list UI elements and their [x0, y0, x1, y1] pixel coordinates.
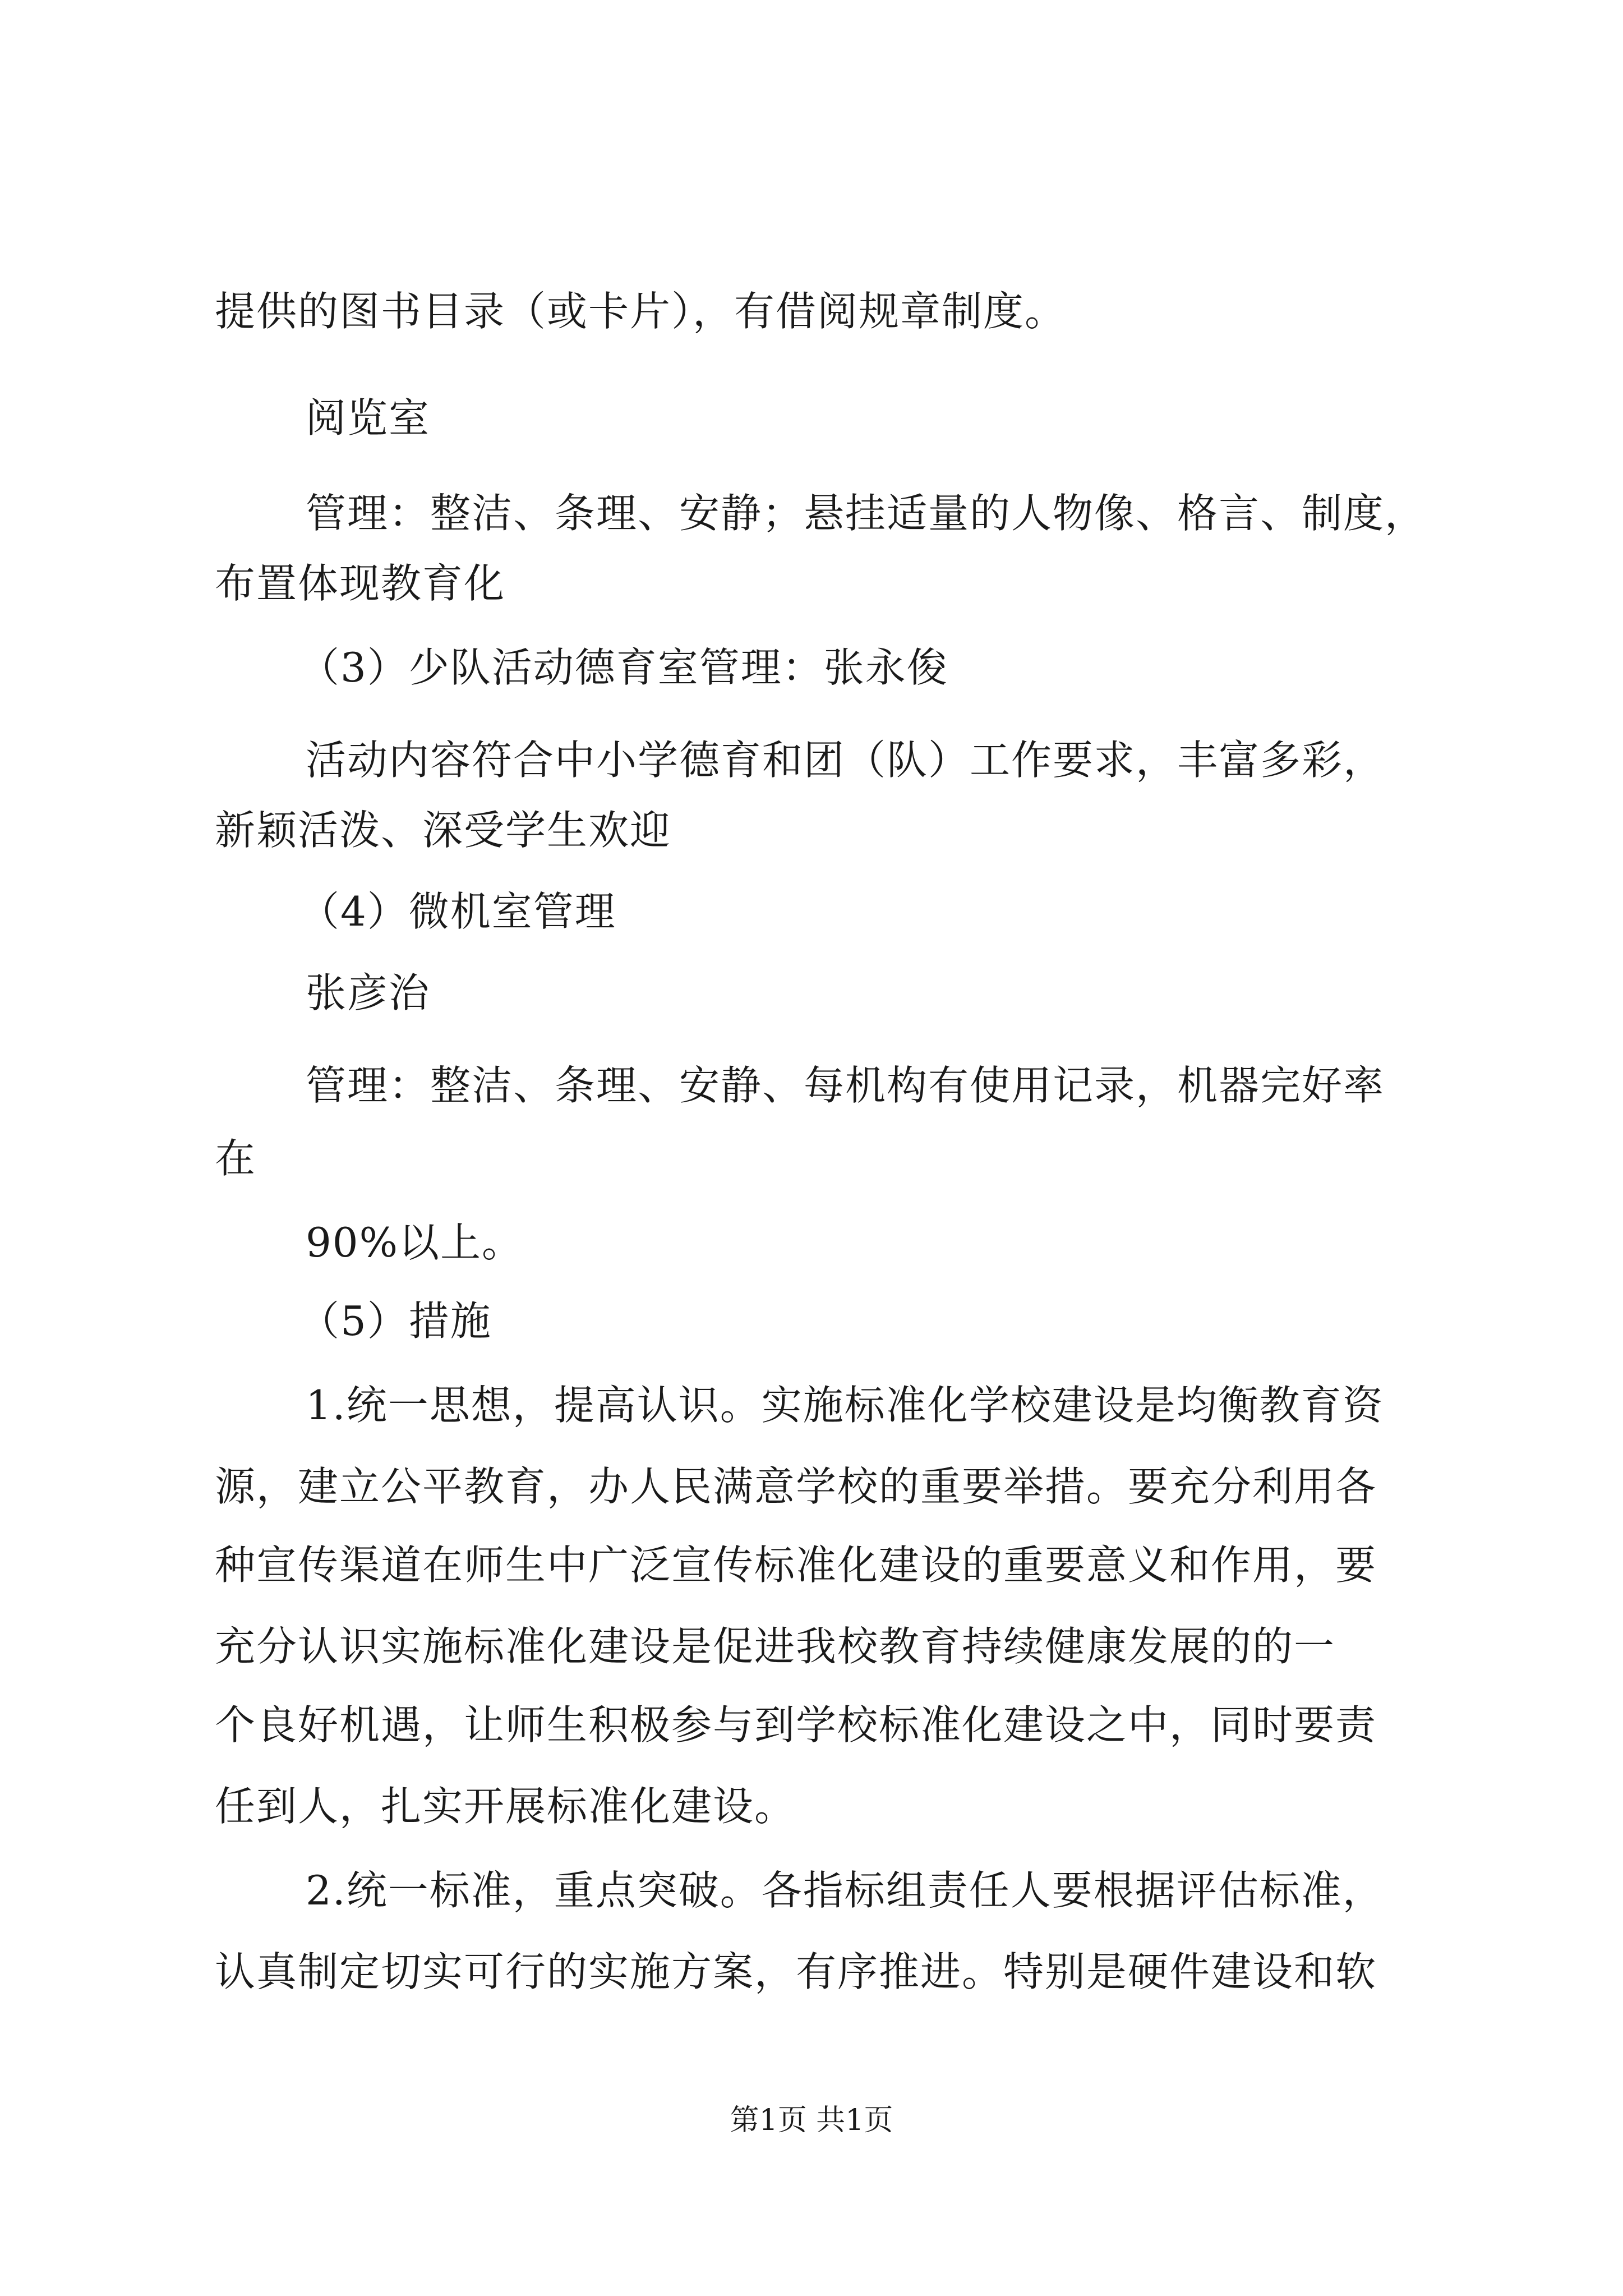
text-line: 管理：整洁、条理、安静；悬挂适量的人物像、格言、制度， — [306, 490, 1427, 537]
text-line: 新颖活泼、深受学生欢迎 — [215, 807, 672, 854]
heading-reading-room: 阅览室 — [306, 394, 431, 441]
text-line: 张彦治 — [306, 969, 431, 1016]
text-line: 活动内容符合中小学德育和团（队）工作要求，丰富多彩， — [306, 737, 1385, 784]
text-line: 1.统一思想，提高认识。实施标准化学校建设是均衡教育资 — [306, 1382, 1384, 1429]
text-line: 90%以上。 — [306, 1219, 524, 1266]
text-line: 种宣传渠道在师生中广泛宣传标准化建设的重要意义和作用，要 — [215, 1542, 1377, 1589]
text-line: 在 — [215, 1135, 257, 1182]
text-line: 管理：整洁、条理、安静、每机构有使用记录，机器完好率 — [306, 1062, 1385, 1109]
text-line: 2.统一标准，重点突破。各指标组责任人要根据评估标准， — [306, 1867, 1384, 1914]
text-line: 个良好机遇，让师生积极参与到学校标准化建设之中，同时要责 — [215, 1701, 1377, 1749]
text-line: 提供的图书目录（或卡片），有借阅规章制度。 — [215, 288, 1067, 335]
section-heading: （4）微机室管理 — [299, 888, 616, 935]
section-heading: （5）措施 — [299, 1297, 492, 1345]
text-line: 充分认识实施标准化建设是促进我校教育持续健康发展的的一 — [215, 1623, 1336, 1670]
text-line: 任到人，扎实开展标准化建设。 — [215, 1783, 796, 1830]
text-line: 源，建立公平教育，办人民满意学校的重要举措。要充分利用各 — [215, 1463, 1377, 1510]
section-heading: （3）少队活动德育室管理：张永俊 — [299, 644, 948, 691]
text-line: 布置体现教育化 — [215, 560, 506, 607]
text-line: 认真制定切实可行的实施方案，有序推进。特别是硬件建设和软 — [215, 1948, 1377, 1995]
page-number-footer: 第1页 共1页 — [730, 2104, 893, 2137]
